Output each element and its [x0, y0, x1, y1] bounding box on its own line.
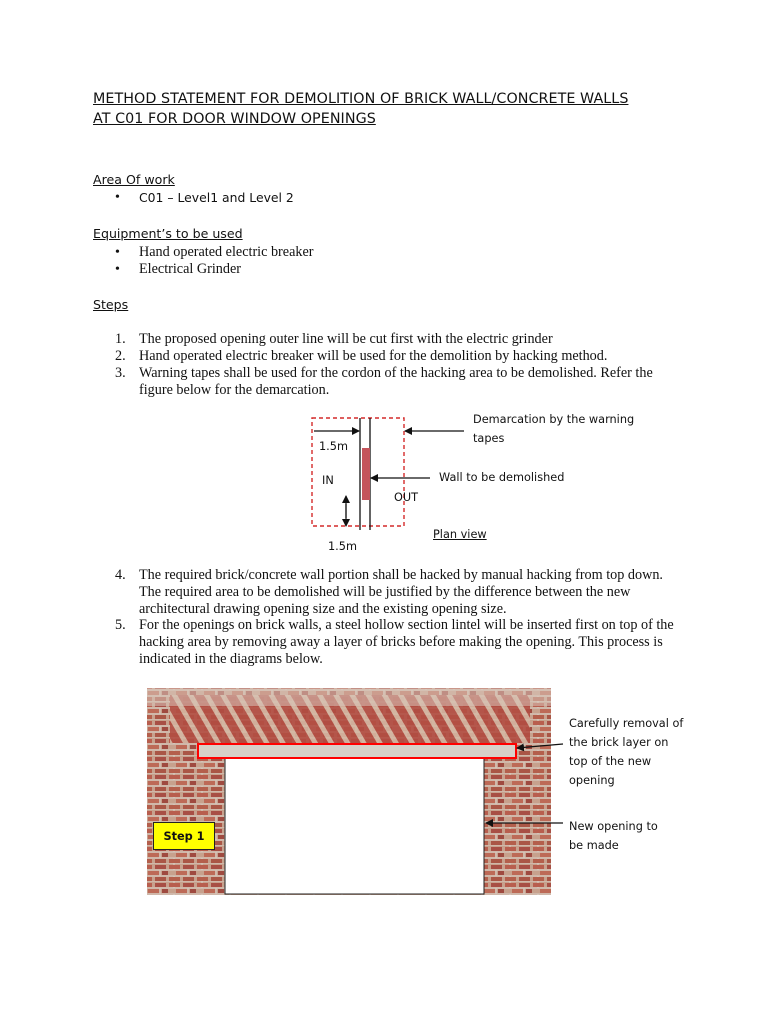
step-text: Warning tapes shall be used for the cordon of the hacking area to be demolished. Refer the figure below for the demarcation. — [139, 365, 653, 398]
area-heading: Area Of work — [93, 172, 175, 187]
step-number: 5. — [115, 617, 126, 633]
step-text: For the openings on brick walls, a steel hollow section lintel will be inserted first on top of the hacking area by removing away a layer of bricks before making the opening. This process is indicated in the diagrams below. — [139, 617, 674, 667]
demarcation-label: Demarcation by the warning tapes — [473, 413, 635, 445]
equipment-heading: Equipment’s to be used — [93, 226, 243, 241]
step-number: 2. — [115, 348, 126, 364]
step-text: The proposed opening outer line will be cut first with the electric grinder — [139, 331, 553, 347]
brick-layer-note: Carefully removal of the brick layer on top of the new opening — [569, 717, 684, 787]
step-number: 3. — [115, 365, 126, 381]
out-label: OUT — [394, 491, 419, 504]
step-1-badge: Step 1 — [153, 822, 215, 850]
new-opening-area — [225, 756, 484, 894]
top-dimension-label: 1.5m — [319, 440, 348, 453]
step-number: 4. — [115, 567, 126, 583]
wall-top-shadow — [147, 688, 551, 706]
wall-label: Wall to be demolished — [439, 471, 565, 484]
bullet-icon: • — [115, 190, 120, 205]
step-number: 1. — [115, 331, 126, 347]
plan-view-label: Plan view — [433, 528, 487, 541]
lintel-highlight — [198, 744, 516, 758]
equipment-item-text: Electrical Grinder — [139, 261, 242, 277]
steps-heading: Steps — [93, 297, 129, 312]
bullet-icon: • — [115, 262, 120, 277]
bullet-icon: • — [115, 245, 120, 260]
in-label: IN — [322, 474, 334, 487]
bottom-dimension-label: 1.5m — [328, 540, 357, 553]
title-line-2: AT C01 FOR DOOR WINDOW OPENINGS — [93, 111, 376, 127]
step-text: Hand operated electric breaker will be used for the demolition by hacking method. — [139, 348, 608, 364]
equipment-item-text: Hand operated electric breaker — [139, 244, 314, 260]
step-text: The required brick/concrete wall portion shall be hacked by manual hacking from top down. The required area to be demolished will be justified by the difference between the new architectural drawing opening size and the existing opening size. — [139, 567, 663, 617]
title-line-1: METHOD STATEMENT FOR DEMOLITION OF BRICK WALL/CONCRETE WALLS — [93, 91, 629, 107]
area-item-text: C01 – Level1 and Level 2 — [139, 190, 294, 205]
opening-note: New opening to be made — [569, 820, 658, 852]
